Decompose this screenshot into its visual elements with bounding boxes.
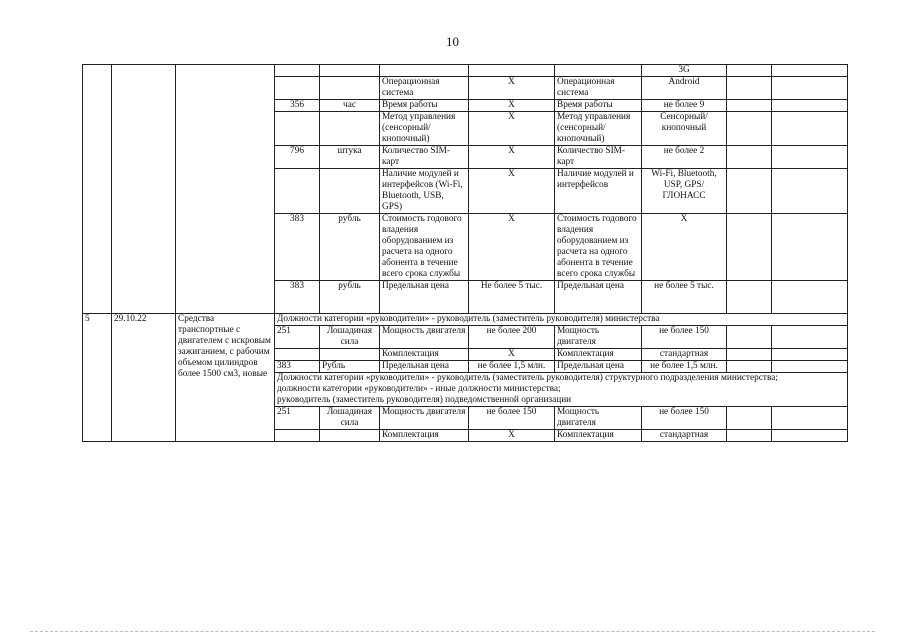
code-cell: 383 [275,361,320,373]
name2-cell: Стоимость годового владения оборудованием из расчета на одного абонента в течение всего срока службы [555,214,642,281]
name2-cell: Количество SIM-карт [555,146,642,169]
unit-cell: Лошадиная сила [320,407,380,430]
name-cell: Предельная цена [380,281,469,314]
empty-cell [727,326,772,349]
name2-cell: Комплектация [555,430,642,442]
val1-cell [469,65,555,77]
code-cell [275,430,320,442]
val2-cell: стандартная [642,349,727,361]
val1-cell: Не более 5 тыс. [469,281,555,314]
val1-cell: X [469,430,555,442]
val1-cell: X [469,112,555,146]
val2-cell: Wi-Fi, Bluetooth, USP, GPS/ ГЛОНАСС [642,169,727,214]
val2-cell: не более 150 [642,326,727,349]
val2-cell: не более 5 тыс. [642,281,727,314]
unit-cell: рубль [320,214,380,281]
empty-cell [772,349,848,361]
name2-cell: Комплектация [555,349,642,361]
unit-cell: Лошадиная сила [320,326,380,349]
empty-cell [772,65,848,77]
empty-cell [727,407,772,430]
empty-cell [727,146,772,169]
code-cell: 383 [275,281,320,314]
empty-cell [727,361,772,373]
unit-cell [320,430,380,442]
val1-cell: X [469,77,555,100]
empty-cell [772,361,848,373]
name-cell: Мощность двигателя [380,326,469,349]
name2-cell: Предельная цена [555,281,642,314]
requirements-table [82,64,848,442]
name2-cell: Мощность двигателя [555,407,642,430]
unit-cell [320,77,380,100]
name-cell: Время работы [380,100,469,112]
code-cell [275,349,320,361]
empty-cell [772,146,848,169]
name-cell: Предельная цена [380,361,469,373]
unit-cell: час [320,100,380,112]
val2-cell: X [642,214,727,281]
header-cell: 3G [642,65,727,77]
name2-cell [555,65,642,77]
val1-cell: не более 1,5 млн. [469,361,555,373]
code-cell: 251 [275,326,320,349]
empty-cell [772,430,848,442]
item-description: Средства транспортные с двигателем с искровым зажиганием, с рабочим объемом цилиндров более 1500 см3, новые [176,314,275,442]
table-row [83,65,848,77]
name-cell [380,65,469,77]
val2-cell: не более 150 [642,407,727,430]
unit-cell: рубль [320,281,380,314]
name2-cell: Мощность двигателя [555,326,642,349]
name2-cell: Наличие модулей и интерфейсов [555,169,642,214]
category-line: должности категории «руководители» - иные должности министерства; [277,384,561,394]
val1-cell: X [469,146,555,169]
unit-cell [320,112,380,146]
val2-cell: не более 9 [642,100,727,112]
code-cell: 383 [275,214,320,281]
name2-cell: Метод управления (сенсорный/ кнопочный) [555,112,642,146]
code-cell [275,112,320,146]
empty-cell [727,169,772,214]
empty-cell [772,326,848,349]
empty-cell [727,77,772,100]
empty-cell [727,349,772,361]
empty-cell [727,65,772,77]
page-number: 10 [446,34,459,49]
code-cell [275,65,320,77]
val1-cell: X [469,214,555,281]
code-cell [275,169,320,214]
name-cell: Наличие модулей и интерфейсов (Wi-Fi, Bluetooth, USB, GPS) [380,169,469,214]
empty-cell [772,169,848,214]
position-category [275,373,848,407]
empty-cell [772,281,848,314]
empty-cell [727,112,772,146]
name-cell: Количество SIM-карт [380,146,469,169]
num-cell [83,65,112,314]
unit-cell [320,169,380,214]
name-cell: Стоимость годового владения оборудованием из расчета на одного абонента в течение всего срока службы [380,214,469,281]
empty-cell [727,100,772,112]
val1-cell: не более 150 [469,407,555,430]
val1-cell: X [469,349,555,361]
empty-cell [772,77,848,100]
val2-cell: не более 2 [642,146,727,169]
position-category: Должности категории «руководители» - руководитель (заместитель руководителя) министерства [275,314,848,326]
okpd-code: 29.10.22 [112,314,176,442]
name2-cell: Предельная цена [555,361,642,373]
name2-cell: Время работы [555,100,642,112]
val2-cell: Сенсорный/ кнопочный [642,112,727,146]
val2-cell: стандартная [642,430,727,442]
val1-cell: не более 200 [469,326,555,349]
table-row [83,314,848,326]
name-cell: Комплектация [380,430,469,442]
name2-cell: Операционная система [555,77,642,100]
unit-cell [320,349,380,361]
val2-cell: Android [642,77,727,100]
name-cell: Мощность двигателя [380,407,469,430]
unit-cell: Рубль [320,361,380,373]
unit-cell: штука [320,146,380,169]
category-line: руководитель (заместитель руководителя) подведомственной организации [277,395,572,405]
code-cell: 796 [275,146,320,169]
empty-cell [772,407,848,430]
code-cell: 251 [275,407,320,430]
desc-cell [176,65,275,314]
val1-cell: X [469,100,555,112]
okpd-cell [112,65,176,314]
code-cell [275,77,320,100]
code-cell: 356 [275,100,320,112]
unit-cell [320,65,380,77]
val1-cell: X [469,169,555,214]
name-cell: Метод управления (сенсорный/ кнопочный) [380,112,469,146]
empty-cell [772,214,848,281]
category-line: Должности категории «руководители» - руководитель (заместитель руководителя) структурного подразделения министерства; [277,373,778,383]
empty-cell [727,281,772,314]
name-cell: Операционная система [380,77,469,100]
empty-cell [727,430,772,442]
val2-cell: не более 1,5 млн. [642,361,727,373]
item-number: 5 [83,314,112,442]
empty-cell [772,100,848,112]
name-cell: Комплектация [380,349,469,361]
page-bottom-divider [30,631,875,632]
empty-cell [727,214,772,281]
empty-cell [772,112,848,146]
